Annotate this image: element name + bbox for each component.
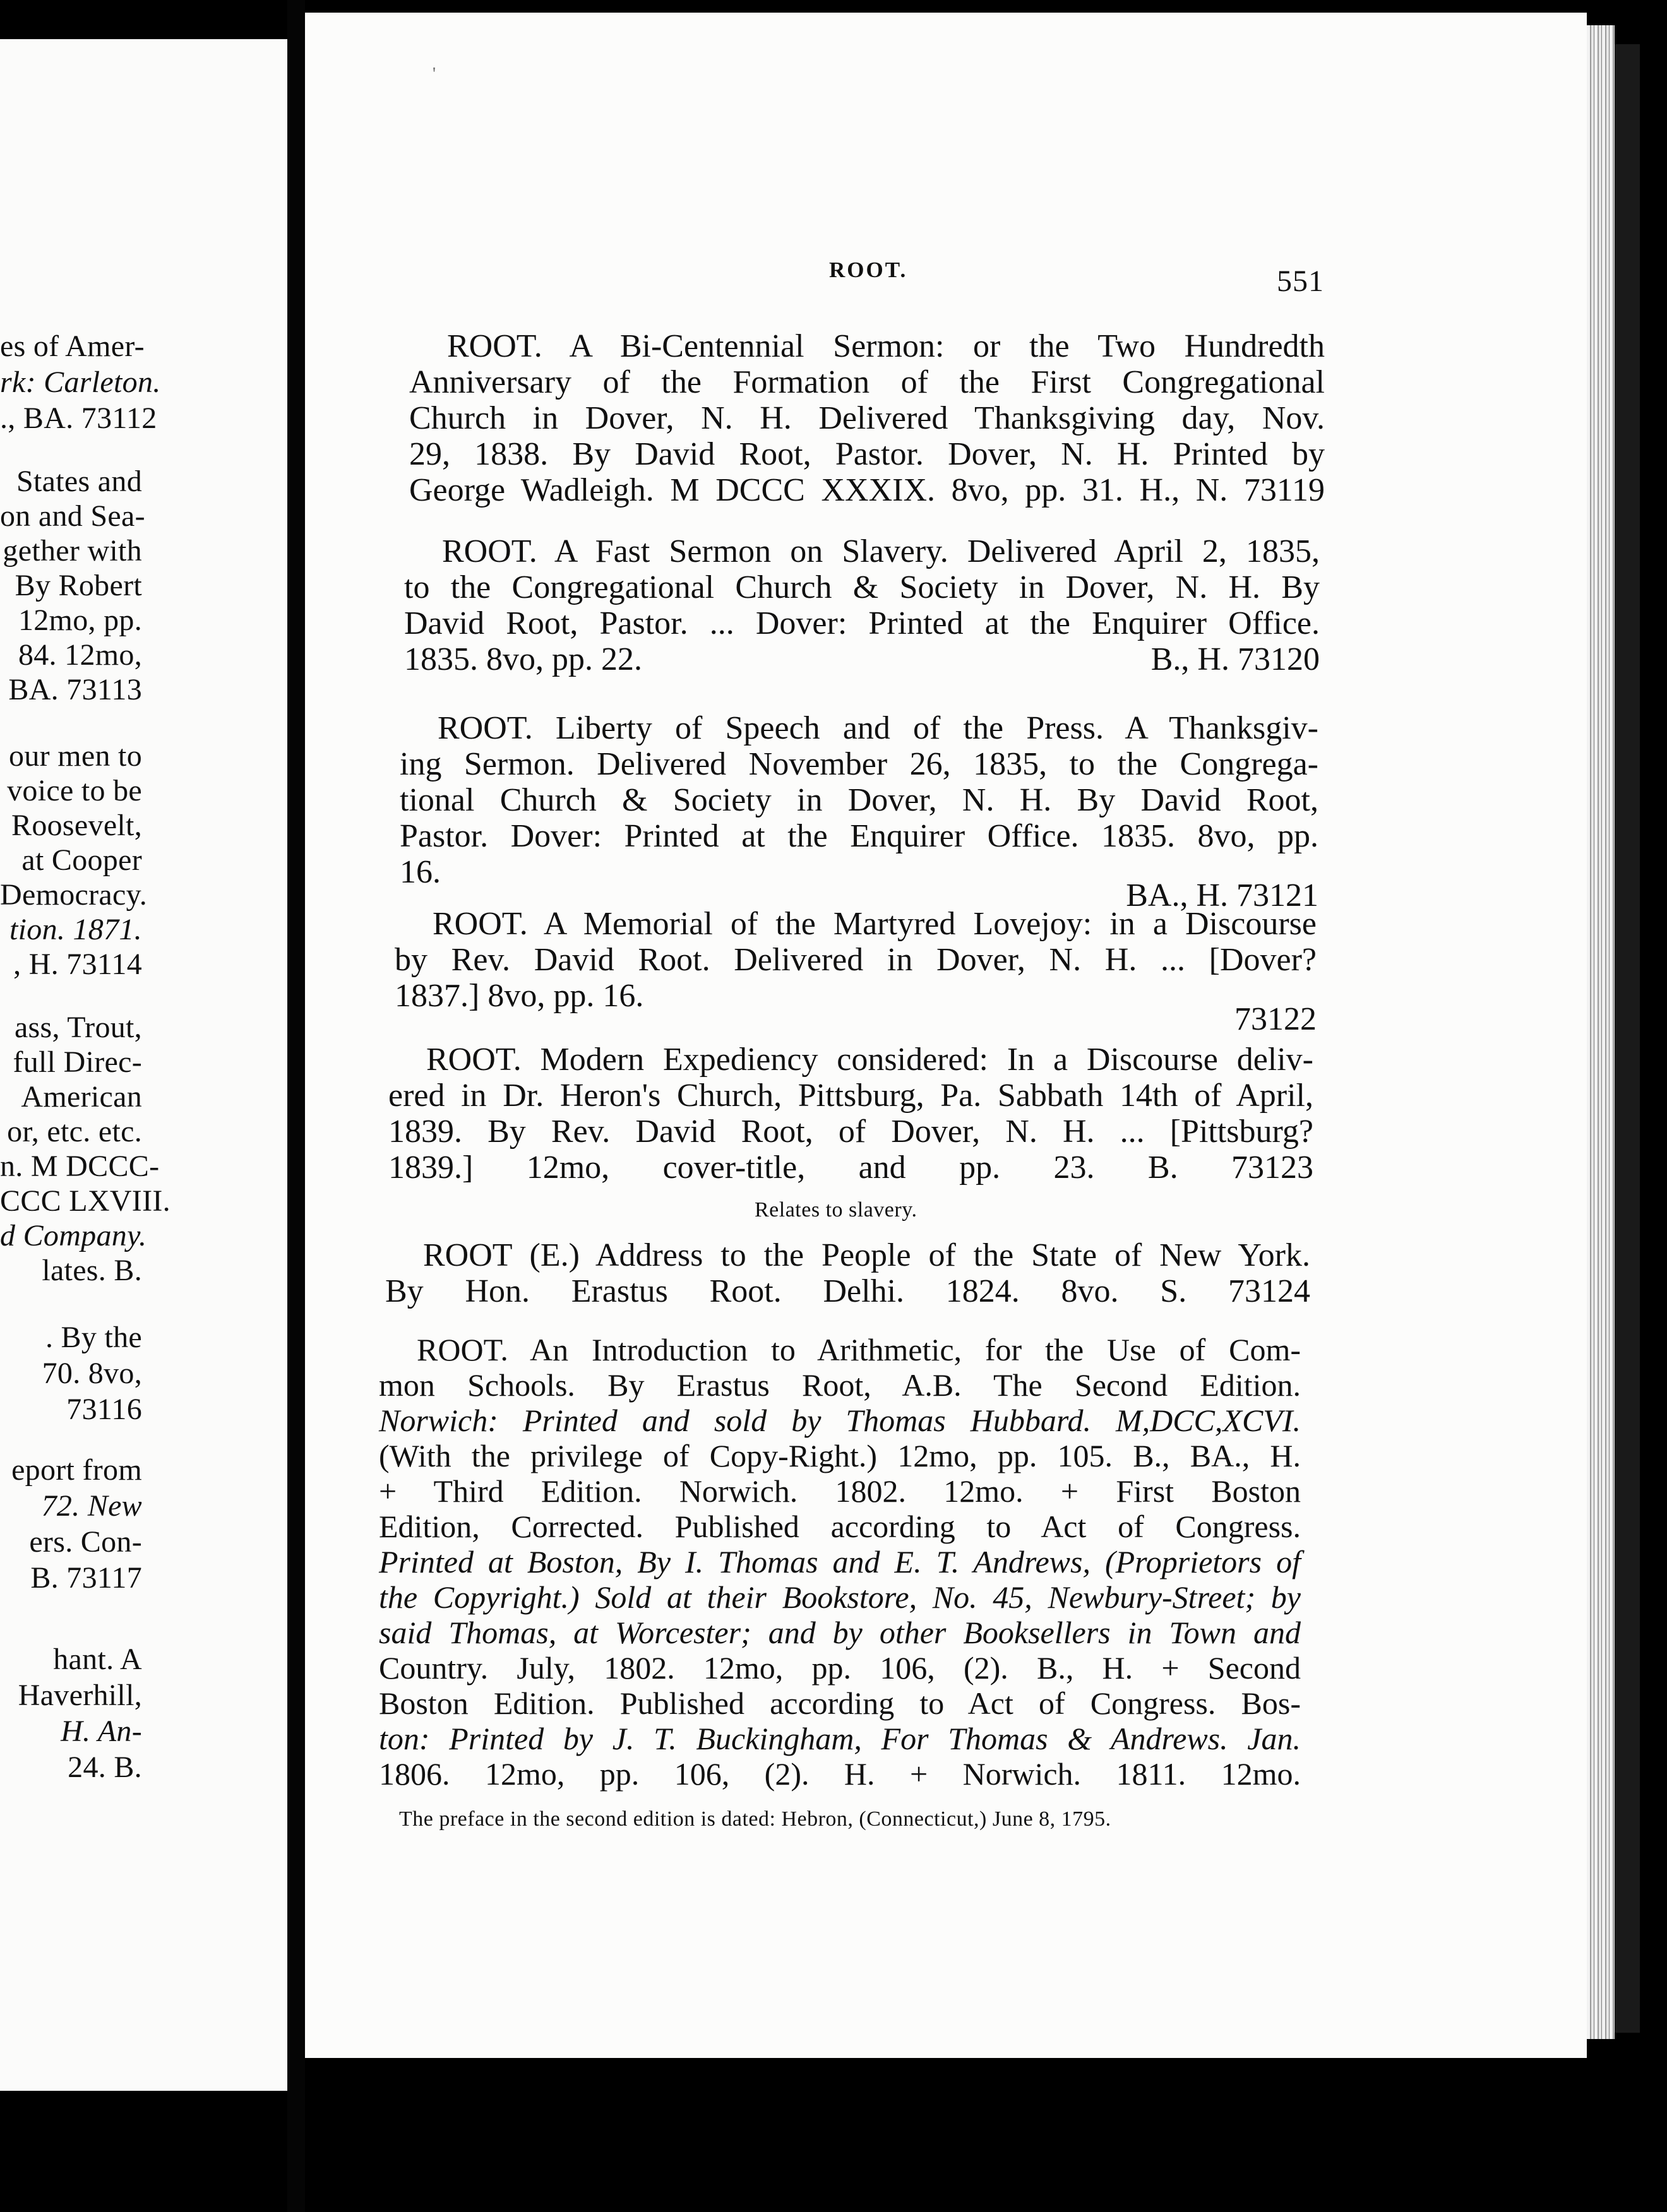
left-fragment-2 [0,464,145,707]
entry-line: the Copyright.) Sold at their Bookstore, No. 45, Newbury-Street; by [379,1579,1301,1615]
entry-line: Boston Edition. Published according to Act of Congress. Bos- [379,1686,1301,1721]
entry-line: ered in Dr. Heron's Church, Pittsburg, Pa. Sabbath 14th of April, [388,1078,1313,1114]
left-fragment-line: Roosevelt, [11,809,142,842]
left-fragment-line: Democracy. [0,878,148,912]
left-fragment-line: CCC LXVIII. [0,1184,170,1218]
left-fragment-line: our men to [9,739,142,773]
catalog-number: 73122 [1234,1001,1317,1037]
bibliography-entry [395,906,1317,1037]
left-fragment-1 [0,328,161,436]
left-fragment-line: H. An- [61,1715,142,1748]
left-fragment-line: at Cooper [21,843,142,877]
entry-line: 1839.] 12mo, cover-title, and pp. 23. B. 73123 [388,1150,1313,1186]
entry-line: by Rev. David Root. Delivered in Dover, N. H. ... [Dover? [395,942,1317,978]
left-fragment-line: voice to be [7,774,142,807]
bibliography-entry [388,1042,1313,1186]
left-fragment-line: d Company. [0,1219,147,1252]
entry-line: ROOT (E.) Address to the People of the State of New York. [423,1237,1310,1273]
left-fragment-line: on and Sea- [0,499,145,533]
left-fragment-line: lates. B. [42,1254,142,1287]
left-fragment-5 [0,1319,142,1427]
catalog-number: BA., H. 73121 [1126,877,1318,913]
entry-line: ROOT. A Memorial of the Martyred Lovejoy: in a Discourse [433,906,1317,942]
left-fragment-line: rk: Carleton. [0,366,161,399]
left-fragment-line: n. M DCCC- [0,1150,160,1183]
left-fragment-line: hant. A [53,1643,142,1676]
page-edges [1587,25,1615,2039]
left-fragment-line: 70. 8vo, [42,1357,142,1390]
entry-line: ROOT. Modern Expediency considered: In a Discourse deliv- [426,1042,1313,1078]
left-fragment-line: full Direc- [13,1045,142,1079]
entry-line: ROOT. A Bi-Centennial Sermon: or the Two Hundredth [447,328,1325,364]
entry-line: ROOT. A Fast Sermon on Slavery. Delivered April 2, 1835, [442,533,1320,569]
entry-note: Relates to slavery. [755,1198,917,1222]
left-fragment-line: 24. B. [68,1751,142,1784]
entry-line: said Thomas, at Worcester; and by other Booksellers in Town and [379,1615,1301,1650]
running-head: ROOT. [829,258,908,282]
left-fragment-line: or, etc. etc. [7,1115,142,1148]
left-fragment-line: 84. 12mo, [18,638,142,672]
left-fragment-line: B. 73117 [30,1561,142,1595]
entry-line: Church in Dover, N. H. Delivered Thanksgiving day, Nov. [409,400,1325,436]
book-gutter [287,0,305,2212]
entry-note: The preface in the second edition is dated: Hebron, (Connecticut,) June 8, 1795. [399,1807,1111,1831]
entry-line: Anniversary of the Formation of the First Congregational [409,364,1325,400]
entry-line: 1806. 12mo, pp. 106, (2). H. + Norwich. 1811. 12mo. [379,1756,1301,1792]
entry-line: Printed at Boston, By I. Thomas and E. T. Andrews, (Proprietors of [379,1544,1301,1579]
left-fragment-line: , H. 73114 [13,948,142,981]
bibliography-entry [404,533,1320,677]
entry-line: David Root, Pastor. ... Dover: Printed at the Enquirer Office. [404,605,1320,641]
entry-line: 1837.] 8vo, pp. 16. [395,978,644,1014]
left-fragment-7 [0,1641,142,1785]
left-fragment-line: 72. New [41,1489,142,1523]
page-number: 551 [1277,265,1324,298]
entry-line: George Wadleigh. M DCCC XXXIX. 8vo, pp. 31. H., N. 73119 [409,472,1325,508]
entry-line: ing Sermon. Delivered November 26, 1835, to the Congrega- [400,746,1318,782]
entry-line: 1835. 8vo, pp. 22. [404,641,642,677]
entry-line: Country. July, 1802. 12mo, pp. 106, (2). B., H. + Second [379,1650,1301,1686]
entry-line: ton: Printed by J. T. Buckingham, For Thomas & Andrews. Jan. [379,1721,1301,1756]
entry-line: Pastor. Dover: Printed at the Enquirer Office. 1835. 8vo, pp. [400,818,1318,854]
bibliography-entry [385,1237,1310,1309]
entry-line: tional Church & Society in Dover, N. H. By David Root, [400,782,1318,818]
entry-line: By Hon. Erastus Root. Delhi. 1824. 8vo. S. 73124 [385,1273,1310,1309]
left-fragment-line: States and [16,465,142,498]
entry-line: 1839. By Rev. David Root, of Dover, N. H. ... [Pittsburg? [388,1114,1313,1150]
entry-line: ROOT. Liberty of Speech and of the Press. A Thanksgiv- [438,710,1318,746]
stray-mark: ' [433,64,436,84]
book-binding [1615,44,1640,2033]
bibliography-entry [379,1332,1301,1792]
left-fragment-line: 73116 [66,1393,142,1426]
entry-line: Norwich: Printed and sold by Thomas Hubbard. M,DCC,XCVI. [379,1403,1301,1438]
left-fragment-line: By Robert [15,569,142,602]
left-fragment-line: es of Amer- [0,330,145,363]
left-fragment-line: . By the [45,1321,142,1354]
left-fragment-line: 12mo, pp. [18,604,142,637]
entry-line: to the Congregational Church & Society in Dover, N. H. By [404,569,1320,605]
bibliography-entry [409,328,1325,508]
left-fragment-line: Haverhill, [18,1679,142,1712]
left-fragment-line: ., BA. 73112 [0,401,157,435]
left-fragment-line: tion. 1871. [9,913,142,946]
left-fragment-line: gether with [3,534,142,568]
entry-line: (With the privilege of Copy-Right.) 12mo, pp. 105. B., BA., H. [379,1438,1301,1473]
catalog-number: B., H. 73120 [1150,641,1320,677]
left-fragment-3 [0,739,148,982]
left-fragment-4 [0,1010,170,1288]
left-fragment-6 [0,1452,142,1596]
entry-line: 16. [400,854,441,890]
entry-line: 29, 1838. By David Root, Pastor. Dover, N. H. Printed by [409,436,1325,472]
entry-line: + Third Edition. Norwich. 1802. 12mo. + First Boston [379,1473,1301,1509]
bibliography-entry [400,710,1318,913]
left-fragment-line: eport from [11,1453,142,1487]
left-fragment-line: ers. Con- [29,1525,142,1559]
entry-line: Edition, Corrected. Published according to Act of Congress. [379,1509,1301,1544]
left-fragment-line: BA. 73113 [8,673,142,706]
left-fragment-line: ass, Trout, [14,1011,142,1044]
entry-line: ROOT. An Introduction to Arithmetic, for the Use of Com- [417,1332,1301,1367]
left-fragment-line: American [21,1080,142,1114]
entry-line: mon Schools. By Erastus Root, A.B. The Second Edition. [379,1367,1301,1403]
